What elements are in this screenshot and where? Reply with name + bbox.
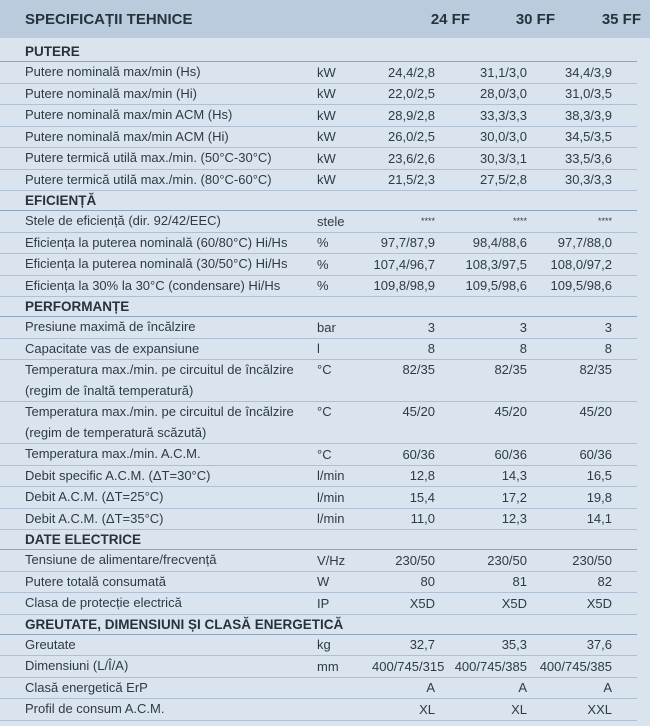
spec-value: 400/745/385: [539, 658, 612, 674]
spec-value: 108,0/97,2: [550, 256, 612, 272]
column-header-30ff: 30 FF: [515, 10, 555, 28]
spec-value: 33,5/3,6: [565, 150, 612, 166]
spec-value: X5D: [409, 595, 435, 611]
spec-label-line: Clasa de protecție electrică: [25, 595, 182, 610]
spec-value: 12,8: [409, 468, 435, 484]
spec-value: 60/36: [579, 446, 612, 462]
spec-value: 3: [604, 319, 612, 335]
spec-label-line: Presiune maximă de încălzire: [25, 319, 196, 334]
spec-label-line: Dimensiuni (L/Î/A): [25, 658, 129, 673]
spec-value: 97,7/87,9: [380, 235, 435, 251]
spec-value: 400/745/315: [372, 658, 445, 674]
spec-value: 30,0/3,0: [480, 129, 527, 145]
spec-unit: kW: [317, 150, 336, 166]
spec-label: [0, 572, 317, 593]
spec-label-line: Eficiența la puterea nominală (60/80°C) Hi/Hs: [25, 234, 288, 250]
spec-value: 107,4/96,7: [373, 256, 435, 272]
spec-row: [0, 699, 637, 721]
spec-label: [0, 509, 317, 530]
spec-value: 8: [519, 341, 527, 357]
spec-row: [0, 317, 637, 339]
spec-value: 14,3: [501, 468, 527, 484]
spec-unit: °C: [317, 446, 332, 462]
spec-value: 3: [519, 319, 527, 335]
spec-row: [0, 593, 637, 615]
spec-label-line: Eficiența la puterea nominală (30/50°C) Hi/Hs: [25, 256, 288, 271]
spec-label-line: Clasă energetică ErP: [25, 679, 148, 695]
spec-value: 45/20: [494, 404, 527, 419]
spec-value: ****: [512, 216, 527, 227]
spec-row: [0, 444, 637, 466]
section-heading: PUTERE: [0, 42, 637, 62]
spec-label: [0, 233, 317, 254]
spec-label: [0, 444, 317, 465]
spec-value: 45/20: [579, 404, 612, 419]
spec-value: 34,5/3,5: [565, 129, 612, 145]
spec-label: [0, 317, 317, 338]
spec-label-line: Putere termică utilă max./min. (80°C-60°C): [25, 171, 272, 187]
table-title: SPECIFICAȚII TEHNICE: [25, 10, 193, 28]
spec-row: [0, 487, 637, 509]
spec-value: 400/745/385: [454, 658, 527, 674]
spec-value: 27,5/2,8: [480, 172, 527, 188]
spec-label: [0, 276, 317, 297]
spec-value: 82/35: [579, 362, 612, 377]
spec-value: 31,1/3,0: [480, 64, 527, 80]
spec-label-line: Stele de eficiență (dir. 92/42/EEC): [25, 213, 221, 228]
spec-value: 82: [597, 574, 612, 590]
spec-label-line: Temperatura max./min. A.C.M.: [25, 446, 201, 461]
spec-value: 109,5/98,6: [465, 278, 527, 294]
spec-unit: %: [317, 235, 329, 251]
spec-value: 230/50: [395, 552, 435, 568]
section-heading: PERFORMANȚE: [0, 297, 637, 317]
column-header-35ff: 35 FF: [601, 10, 641, 28]
spec-row: [0, 678, 637, 700]
spec-label: [0, 487, 317, 508]
spec-row: [0, 635, 637, 657]
spec-value: A: [426, 680, 435, 696]
spec-value: 16,5: [586, 468, 612, 484]
spec-label-line-2: (regim de temperatură scăzută): [25, 424, 207, 440]
spec-label: [0, 593, 317, 614]
spec-unit: W: [317, 574, 330, 590]
spec-value: 98,4/88,6: [472, 235, 527, 251]
spec-value: 30,3/3,1: [480, 150, 527, 166]
spec-value: ****: [420, 216, 435, 227]
spec-label-line: Putere termică utilă max./min. (50°C-30°C): [25, 150, 272, 165]
spec-value: 82/35: [402, 362, 435, 377]
spec-value: XL: [511, 701, 527, 717]
spec-label: [0, 360, 317, 401]
spec-unit: kW: [317, 172, 336, 188]
spec-value: 80: [420, 574, 435, 590]
spec-value: XXL: [587, 701, 612, 717]
spec-label: [0, 127, 317, 148]
spec-value: 8: [427, 341, 435, 357]
spec-label-line: Tensiune de alimentare/frecvență: [25, 552, 217, 567]
spec-unit: stele: [317, 213, 345, 229]
spec-value: 108,3/97,5: [465, 256, 527, 272]
spec-label: [0, 635, 317, 656]
spec-label-line: Putere nominală max/min ACM (Hi): [25, 128, 229, 144]
spec-unit: l/min: [317, 468, 345, 484]
spec-value: 23,6/2,6: [388, 150, 435, 166]
spec-label: [0, 678, 317, 699]
spec-row: [0, 62, 637, 84]
spec-label-line: Putere nominală max/min (Hs): [25, 64, 201, 79]
spec-value: 24,4/2,8: [388, 64, 435, 80]
spec-value: 26,0/2,5: [388, 129, 435, 145]
spec-value: 28,9/2,8: [388, 107, 435, 123]
spec-unit: %: [317, 278, 329, 294]
spec-label: [0, 62, 317, 83]
spec-value: 81: [512, 574, 527, 590]
spec-unit: l/min: [317, 511, 345, 527]
spec-label-line: Greutate: [25, 636, 76, 652]
spec-value: 17,2: [501, 489, 527, 505]
spec-unit: kW: [317, 64, 336, 80]
spec-row: [0, 509, 637, 531]
spec-value: 11,0: [410, 511, 435, 527]
spec-row: [0, 572, 637, 594]
spec-value: X5D: [586, 595, 612, 611]
spec-value: 35,3: [501, 637, 527, 653]
spec-value: 60/36: [402, 446, 435, 462]
spec-row: [0, 402, 637, 444]
spec-unit: IP: [317, 595, 330, 611]
spec-label-line: Putere totală consumată: [25, 573, 166, 589]
spec-label-line: Putere nominală max/min ACM (Hs): [25, 107, 233, 122]
section-heading: GREUTATE, DIMENSIUNI ȘI CLASĂ ENERGETICĂ: [0, 615, 637, 635]
spec-value: 38,3/3,9: [565, 107, 612, 123]
spec-value: 45/20: [402, 404, 435, 419]
spec-row: [0, 550, 637, 572]
spec-unit: bar: [317, 319, 336, 335]
spec-unit: °C: [317, 404, 332, 419]
spec-row: [0, 276, 637, 298]
spec-label: [0, 170, 317, 191]
spec-label: [0, 84, 317, 105]
spec-value: 97,7/88,0: [557, 235, 612, 251]
spec-row: [0, 148, 637, 170]
spec-value: 31,0/3,5: [565, 86, 612, 102]
spec-value: 8: [604, 341, 612, 357]
spec-value: 22,0/2,5: [388, 86, 435, 102]
spec-label: [0, 339, 317, 360]
spec-value: 30,3/3,3: [565, 172, 612, 188]
spec-table-body: [0, 38, 650, 721]
spec-value: 109,5/98,6: [550, 278, 612, 294]
spec-unit: l/min: [317, 489, 345, 505]
section-heading: EFICIENȚĂ: [0, 191, 637, 211]
spec-label: [0, 550, 317, 571]
spec-unit: l: [317, 341, 320, 357]
spec-value: 32,7: [409, 637, 435, 653]
spec-unit: kW: [317, 86, 336, 102]
spec-unit: %: [317, 256, 329, 272]
spec-label-line: Capacitate vas de expansiune: [25, 340, 200, 356]
spec-label-line: Putere nominală max/min (Hi): [25, 85, 197, 101]
spec-value: 230/50: [572, 552, 612, 568]
spec-row: [0, 233, 637, 255]
spec-value: 33,3/3,3: [480, 107, 527, 123]
spec-row: [0, 339, 637, 361]
column-header-24ff: 24 FF: [430, 10, 470, 28]
table-header: [0, 0, 650, 38]
spec-value: 21,5/2,3: [388, 172, 435, 188]
spec-row: [0, 127, 637, 149]
spec-value: 230/50: [487, 552, 527, 568]
spec-label: [0, 699, 317, 720]
spec-value: ****: [597, 216, 612, 227]
spec-value: 3: [427, 319, 435, 335]
spec-value: 15,4: [409, 489, 435, 505]
spec-label-line: Temperatura max./min. pe circuitul de încălzire: [25, 362, 294, 377]
spec-value: 37,6: [586, 637, 612, 653]
spec-label: [0, 466, 317, 487]
spec-unit: kW: [317, 107, 336, 123]
spec-label: [0, 656, 317, 677]
spec-row: [0, 84, 637, 106]
spec-unit: kg: [317, 637, 331, 653]
spec-unit: kW: [317, 129, 336, 145]
spec-row: [0, 656, 637, 678]
spec-label-line: Profil de consum A.C.M.: [25, 701, 165, 716]
spec-value: A: [603, 680, 612, 696]
spec-unit: mm: [317, 658, 339, 674]
spec-label-line-2: (regim de înaltă temperatură): [25, 382, 194, 398]
spec-label: [0, 105, 317, 126]
spec-value: 14,1: [586, 511, 612, 527]
spec-label: [0, 402, 317, 443]
spec-row: [0, 466, 637, 488]
spec-label: [0, 211, 317, 232]
spec-label-line: Temperatura max./min. pe circuitul de încălzire: [25, 404, 294, 419]
spec-value: 109,8/98,9: [373, 278, 435, 294]
spec-label-line: Debit A.C.M. (ΔT=25°C): [25, 489, 164, 504]
spec-unit: V/Hz: [317, 552, 346, 568]
spec-value: 82/35: [494, 362, 527, 377]
spec-row: [0, 105, 637, 127]
spec-value: 28,0/3,0: [480, 86, 527, 102]
spec-unit: °C: [317, 362, 332, 377]
spec-row: [0, 254, 637, 276]
spec-value: 12,3: [501, 511, 527, 527]
spec-label-line: Debit A.C.M. (ΔT=35°C): [25, 510, 164, 526]
section-heading: DATE ELECTRICE: [0, 530, 637, 550]
spec-value: A: [518, 680, 527, 696]
spec-label: [0, 254, 317, 275]
spec-value: 34,4/3,9: [565, 64, 612, 80]
spec-value: 60/36: [494, 446, 527, 462]
spec-label-line: Debit specific A.C.M. (ΔT=30°C): [25, 467, 211, 483]
spec-label-line: Eficiența la 30% la 30°C (condensare) Hi/Hs: [25, 277, 281, 293]
spec-row: [0, 170, 637, 192]
spec-row: [0, 360, 637, 402]
spec-row: [0, 211, 637, 233]
spec-value: XL: [419, 701, 435, 717]
spec-value: X5D: [501, 595, 527, 611]
spec-value: 19,8: [586, 489, 612, 505]
spec-label: [0, 148, 317, 169]
